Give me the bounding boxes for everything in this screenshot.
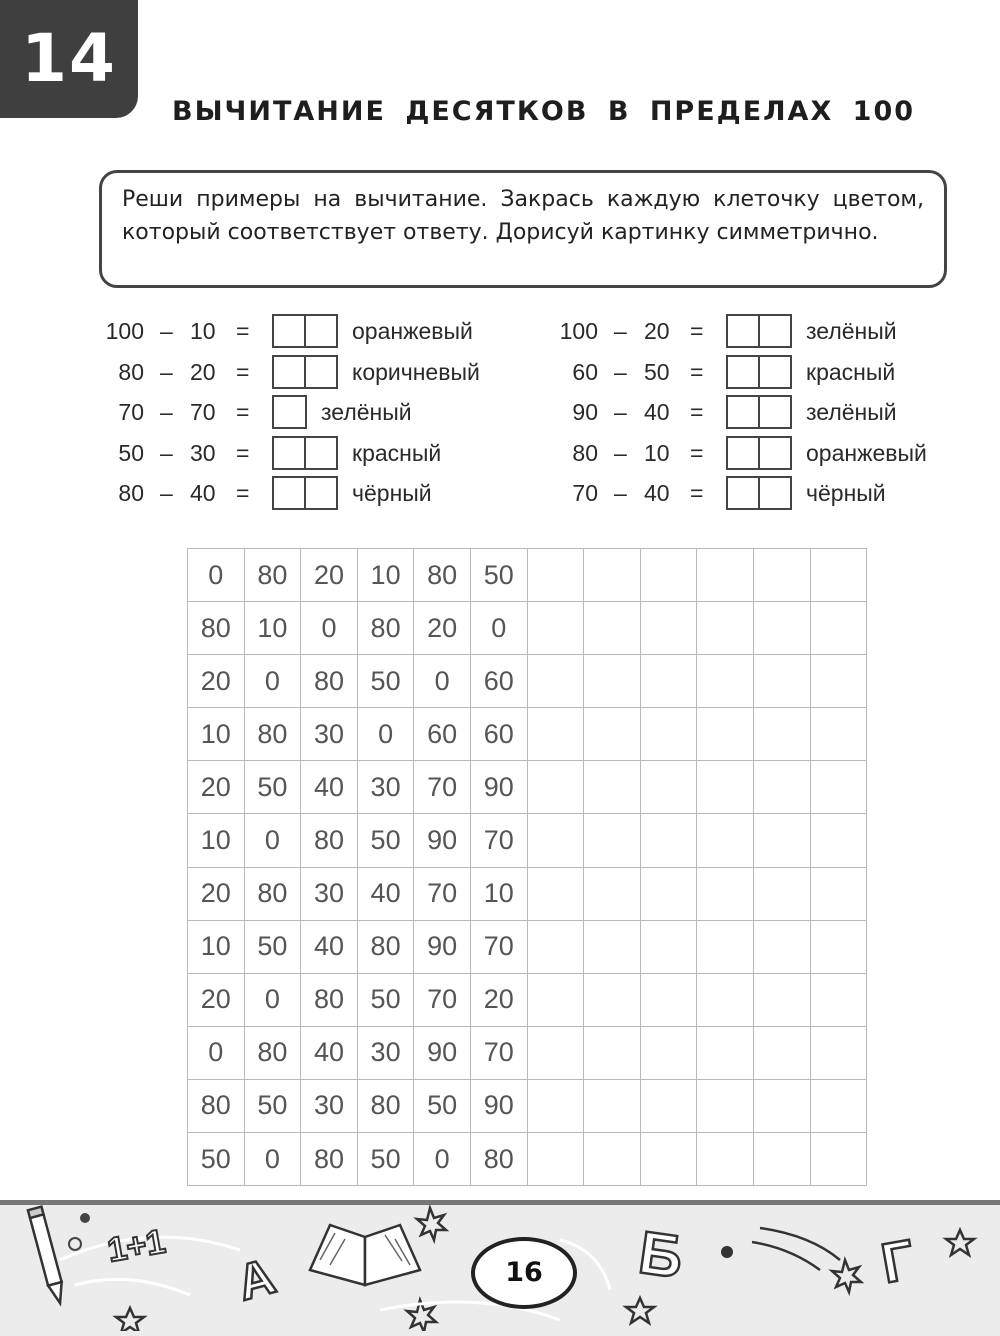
grid-cell[interactable] (584, 814, 641, 867)
equals-sign: = (690, 440, 704, 466)
grid-cell[interactable]: 10 (188, 814, 245, 867)
grid-cell[interactable]: 20 (188, 867, 245, 920)
grid-cell[interactable]: 50 (357, 814, 414, 867)
minus-sign: – (160, 318, 173, 344)
grid-cell[interactable] (810, 655, 867, 708)
operand-a: 80 (572, 440, 598, 466)
grid-cell[interactable] (640, 761, 697, 814)
grid-cell[interactable]: 50 (357, 655, 414, 708)
grid-cell[interactable] (584, 1133, 641, 1186)
grid-cell[interactable] (640, 973, 697, 1026)
page-title: ВЫЧИТАНИЕ ДЕСЯТКОВ В ПРЕДЕЛАХ 100 (172, 96, 916, 127)
answer-box[interactable] (272, 314, 338, 348)
instruction-box: Реши примеры на вычитание. Закрась каждую клеточку цветом, который соответствует ответу. Дорисуй картинку симметрично. (99, 170, 947, 288)
grid-cell[interactable] (527, 1026, 584, 1079)
grid-cell[interactable]: 80 (470, 1133, 527, 1186)
operand-b: 10 (190, 318, 216, 344)
grid-cell[interactable] (640, 1079, 697, 1132)
book-icon (310, 1225, 420, 1285)
equation-row (96, 355, 506, 389)
grid-cell[interactable] (753, 867, 810, 920)
grid-cell[interactable]: 10 (357, 549, 414, 602)
grid-cell[interactable]: 30 (357, 761, 414, 814)
operand-b: 10 (644, 440, 670, 466)
equation-row (550, 395, 960, 429)
grid-cell[interactable]: 20 (188, 761, 245, 814)
answer-box[interactable] (726, 314, 792, 348)
grid-row (188, 761, 867, 814)
grid-cell[interactable] (697, 655, 754, 708)
grid-cell[interactable]: 70 (414, 761, 471, 814)
grid-cell[interactable]: 80 (244, 1026, 301, 1079)
grid-cell[interactable]: 80 (301, 1133, 358, 1186)
grid-cell[interactable]: 80 (244, 549, 301, 602)
grid-cell[interactable]: 0 (357, 708, 414, 761)
grid-cell[interactable]: 0 (414, 655, 471, 708)
letter-a: А (231, 1247, 281, 1312)
grid-cell[interactable]: 10 (188, 708, 245, 761)
grid-cell[interactable] (697, 1079, 754, 1132)
grid-cell[interactable]: 0 (188, 549, 245, 602)
minus-sign: – (614, 440, 627, 466)
minus-sign: – (614, 318, 627, 344)
letter-b: Б (634, 1218, 687, 1291)
grid-cell[interactable]: 40 (301, 761, 358, 814)
grid-cell[interactable]: 80 (244, 867, 301, 920)
answer-box[interactable] (726, 355, 792, 389)
color-label: коричневый (352, 359, 480, 385)
color-label: зелёный (806, 318, 897, 344)
grid-cell[interactable] (584, 867, 641, 920)
color-label: чёрный (352, 480, 432, 506)
grid-cell[interactable]: 10 (244, 602, 301, 655)
grid-cell[interactable]: 80 (301, 814, 358, 867)
grid-cell[interactable]: 80 (301, 655, 358, 708)
grid-cell[interactable]: 0 (244, 1133, 301, 1186)
grid-cell[interactable]: 90 (414, 814, 471, 867)
grid-cell[interactable] (640, 655, 697, 708)
grid-row (188, 602, 867, 655)
operand-a: 50 (118, 440, 144, 466)
lesson-number-badge: 14 (0, 0, 138, 118)
grid-cell[interactable]: 50 (357, 973, 414, 1026)
grid-cell[interactable]: 10 (470, 867, 527, 920)
grid-cell[interactable] (810, 920, 867, 973)
minus-sign: – (614, 480, 627, 506)
grid-cell[interactable]: 30 (301, 708, 358, 761)
minus-sign: – (160, 480, 173, 506)
grid-cell[interactable] (527, 549, 584, 602)
grid-cell[interactable]: 80 (357, 602, 414, 655)
grid-cell[interactable] (810, 814, 867, 867)
grid-cell[interactable]: 60 (470, 655, 527, 708)
grid-cell[interactable]: 80 (188, 602, 245, 655)
grid-cell[interactable] (640, 1133, 697, 1186)
grid-cell[interactable] (753, 761, 810, 814)
grid-cell[interactable] (697, 602, 754, 655)
grid-cell[interactable]: 50 (188, 1133, 245, 1186)
operand-b: 40 (190, 480, 216, 506)
grid-cell[interactable]: 80 (244, 708, 301, 761)
grid-cell[interactable]: 80 (414, 549, 471, 602)
color-label: красный (352, 440, 442, 466)
grid-cell[interactable]: 0 (301, 602, 358, 655)
grid-cell[interactable] (753, 920, 810, 973)
coloring-grid (187, 548, 867, 1186)
grid-cell[interactable] (584, 655, 641, 708)
operand-a: 70 (572, 480, 598, 506)
grid-cell[interactable]: 90 (470, 761, 527, 814)
equals-sign: = (690, 318, 704, 344)
grid-cell[interactable]: 0 (244, 814, 301, 867)
grid-cell[interactable] (697, 1026, 754, 1079)
minus-sign: – (614, 359, 627, 385)
grid-cell[interactable] (527, 920, 584, 973)
grid-cell[interactable]: 90 (414, 920, 471, 973)
grid-cell[interactable] (810, 761, 867, 814)
equation-row (96, 314, 506, 348)
minus-sign: – (160, 440, 173, 466)
grid-cell[interactable] (640, 1026, 697, 1079)
equals-sign: = (236, 399, 250, 425)
operand-b: 70 (190, 399, 216, 425)
grid-cell[interactable] (584, 602, 641, 655)
grid-cell[interactable] (753, 708, 810, 761)
grid-cell[interactable]: 20 (188, 655, 245, 708)
grid-row (188, 1133, 867, 1186)
operand-b: 40 (644, 480, 670, 506)
color-label: оранжевый (352, 318, 473, 344)
grid-cell[interactable] (753, 814, 810, 867)
color-label: оранжевый (806, 440, 927, 466)
grid-cell[interactable]: 80 (357, 920, 414, 973)
pencil-icon (28, 1207, 67, 1305)
equation-row (96, 436, 506, 470)
grid-cell[interactable] (527, 602, 584, 655)
equation-row (96, 395, 506, 429)
grid-cell[interactable] (527, 761, 584, 814)
letter-g: Г (876, 1227, 919, 1295)
dot-icon (80, 1213, 90, 1223)
grid-cell[interactable] (753, 1026, 810, 1079)
grid-cell[interactable]: 40 (357, 867, 414, 920)
equals-sign: = (236, 359, 250, 385)
grid-cell[interactable]: 0 (414, 1133, 471, 1186)
grid-cell[interactable] (640, 867, 697, 920)
answer-box[interactable] (726, 476, 792, 510)
grid-cell[interactable]: 30 (301, 1079, 358, 1132)
grid-cell[interactable] (697, 973, 754, 1026)
grid-cell[interactable] (584, 549, 641, 602)
grid-cell[interactable]: 40 (301, 1026, 358, 1079)
grid-row (188, 655, 867, 708)
grid-cell[interactable] (810, 1133, 867, 1186)
grid-cell[interactable] (753, 602, 810, 655)
grid-cell[interactable]: 0 (470, 602, 527, 655)
equation-row (550, 314, 960, 348)
grid-cell[interactable] (584, 973, 641, 1026)
operand-b: 20 (644, 318, 670, 344)
grid-cell[interactable] (584, 920, 641, 973)
answer-box[interactable] (272, 476, 338, 510)
equation-row (96, 476, 506, 510)
grid-cell[interactable] (527, 708, 584, 761)
grid-cell[interactable] (810, 602, 867, 655)
operand-a: 100 (105, 318, 144, 344)
grid-cell[interactable] (697, 708, 754, 761)
grid-cell[interactable]: 60 (414, 708, 471, 761)
grid-cell[interactable] (810, 867, 867, 920)
answer-box[interactable] (726, 395, 792, 429)
grid-cell[interactable]: 50 (470, 549, 527, 602)
answer-box[interactable] (726, 436, 792, 470)
grid-cell[interactable] (697, 1133, 754, 1186)
grid-cell[interactable]: 20 (414, 602, 471, 655)
equals-sign: = (236, 318, 250, 344)
grid-cell[interactable]: 30 (301, 867, 358, 920)
grid-row (188, 814, 867, 867)
grid-cell[interactable]: 80 (301, 973, 358, 1026)
grid-cell[interactable] (753, 1079, 810, 1132)
grid-cell[interactable]: 80 (357, 1079, 414, 1132)
grid-cell[interactable] (584, 1026, 641, 1079)
color-label: зелёный (806, 399, 897, 425)
grid-cell[interactable]: 20 (301, 549, 358, 602)
grid-cell[interactable]: 50 (357, 1133, 414, 1186)
grid-cell[interactable]: 50 (244, 1079, 301, 1132)
grid-cell[interactable] (697, 549, 754, 602)
grid-cell[interactable]: 90 (470, 1079, 527, 1132)
grid-cell[interactable] (810, 1079, 867, 1132)
grid-row (188, 708, 867, 761)
grid-row (188, 1079, 867, 1132)
grid-cell[interactable] (584, 761, 641, 814)
grid-row (188, 1026, 867, 1079)
grid-cell[interactable] (640, 602, 697, 655)
page-number: 16 (471, 1237, 577, 1309)
grid-cell[interactable]: 40 (301, 920, 358, 973)
grid-cell[interactable]: 70 (414, 973, 471, 1026)
grid-cell[interactable] (810, 708, 867, 761)
operand-a: 60 (572, 359, 598, 385)
grid-cell[interactable]: 10 (188, 920, 245, 973)
grid-cell[interactable] (697, 814, 754, 867)
grid-cell[interactable] (640, 920, 697, 973)
answer-box[interactable] (272, 436, 338, 470)
color-label: чёрный (806, 480, 886, 506)
grid-cell[interactable] (527, 814, 584, 867)
operand-b: 30 (190, 440, 216, 466)
grid-cell[interactable] (640, 549, 697, 602)
grid-cell[interactable]: 90 (414, 1026, 471, 1079)
grid-row (188, 920, 867, 973)
equation-row (550, 436, 960, 470)
grid-cell[interactable] (697, 761, 754, 814)
minus-sign: – (160, 399, 173, 425)
grid-cell[interactable]: 0 (244, 973, 301, 1026)
grid-cell[interactable]: 50 (244, 920, 301, 973)
grid-cell[interactable] (527, 1079, 584, 1132)
grid-cell[interactable] (753, 973, 810, 1026)
grid-cell[interactable] (753, 549, 810, 602)
answer-box[interactable] (272, 395, 307, 429)
grid-cell[interactable]: 20 (188, 973, 245, 1026)
grid-cell[interactable]: 70 (470, 1026, 527, 1079)
grid-cell[interactable] (810, 549, 867, 602)
operand-a: 90 (572, 399, 598, 425)
operand-b: 40 (644, 399, 670, 425)
grid-cell[interactable]: 50 (414, 1079, 471, 1132)
minus-sign: – (160, 359, 173, 385)
grid-cell[interactable]: 80 (188, 1079, 245, 1132)
grid-cell[interactable] (527, 973, 584, 1026)
grid-row (188, 867, 867, 920)
grid-cell[interactable] (697, 867, 754, 920)
grid-cell[interactable] (810, 973, 867, 1026)
grid-cell[interactable] (640, 814, 697, 867)
grid-cell[interactable]: 30 (357, 1026, 414, 1079)
grid-cell[interactable] (697, 920, 754, 973)
color-label: красный (806, 359, 896, 385)
grid-cell[interactable] (527, 655, 584, 708)
grid-cell[interactable]: 50 (244, 761, 301, 814)
equals-sign: = (236, 480, 250, 506)
answer-box[interactable] (272, 355, 338, 389)
minus-sign: – (614, 399, 627, 425)
equals-sign: = (236, 440, 250, 466)
color-label: зелёный (321, 399, 412, 425)
equals-sign: = (690, 359, 704, 385)
grid-cell[interactable]: 20 (470, 973, 527, 1026)
grid-cell[interactable]: 60 (470, 708, 527, 761)
grid-cell[interactable] (584, 708, 641, 761)
formula-letters: 1+1 (104, 1222, 169, 1270)
equation-row (550, 355, 960, 389)
grid-cell[interactable]: 0 (244, 655, 301, 708)
equals-sign: = (690, 399, 704, 425)
operand-a: 80 (118, 480, 144, 506)
grid-row (188, 973, 867, 1026)
equation-row (550, 476, 960, 510)
grid-cell[interactable]: 70 (470, 814, 527, 867)
grid-cell[interactable] (640, 708, 697, 761)
grid-row (188, 549, 867, 602)
grid-cell[interactable] (753, 655, 810, 708)
grid-cell[interactable] (753, 1133, 810, 1186)
equals-sign: = (690, 480, 704, 506)
operand-a: 70 (118, 399, 144, 425)
grid-cell[interactable] (527, 867, 584, 920)
operand-b: 20 (190, 359, 216, 385)
operand-a: 80 (118, 359, 144, 385)
operand-b: 50 (644, 359, 670, 385)
grid-cell[interactable] (527, 1133, 584, 1186)
grid-cell[interactable] (584, 1079, 641, 1132)
grid-cell[interactable]: 70 (414, 867, 471, 920)
grid-cell[interactable] (810, 1026, 867, 1079)
operand-a: 100 (559, 318, 598, 344)
grid-cell[interactable]: 0 (188, 1026, 245, 1079)
grid-cell[interactable]: 70 (470, 920, 527, 973)
